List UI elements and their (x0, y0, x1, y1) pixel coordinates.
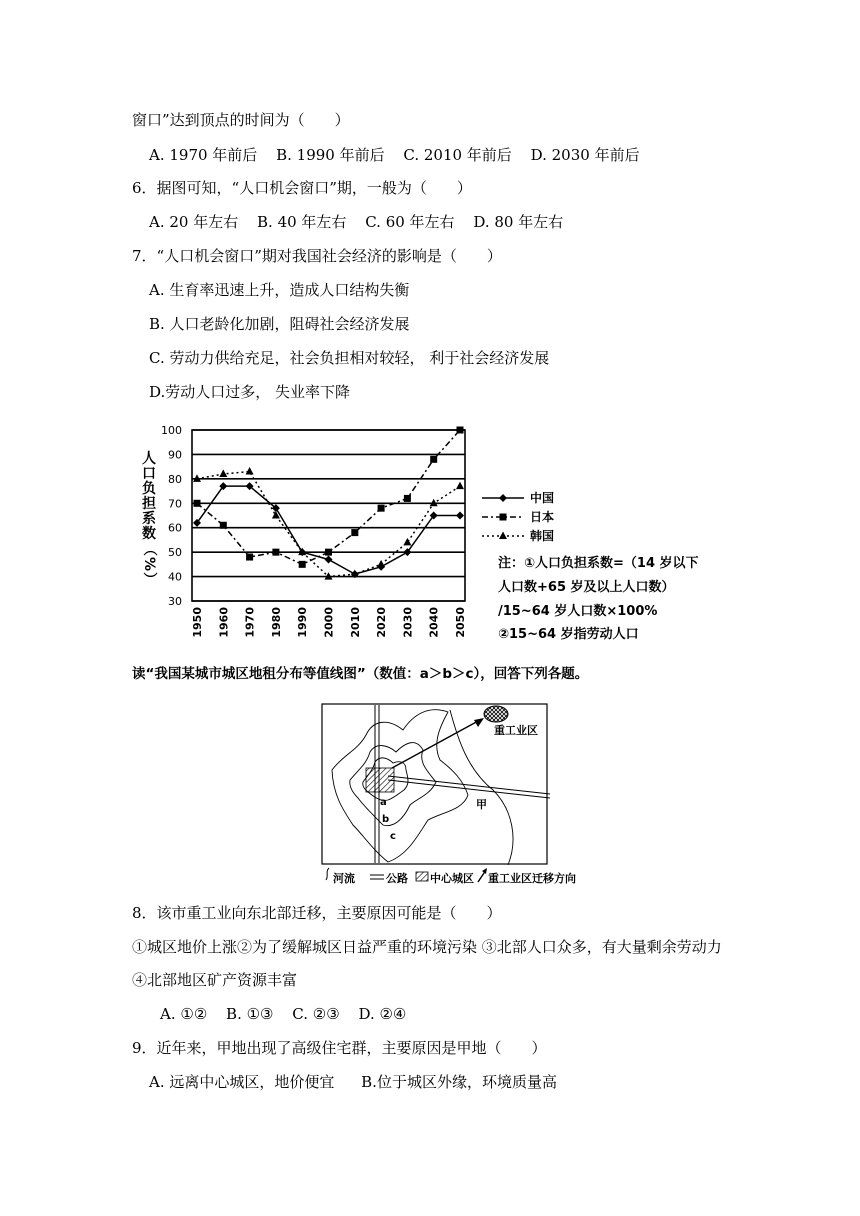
rent-contour-map (318, 700, 576, 890)
y-axis-label-char: ） (141, 572, 157, 586)
chart-y-ticks (161, 424, 182, 608)
q6-option-d: D. 80 年左右 (473, 213, 564, 231)
series-0-point (325, 555, 333, 563)
chart-y-label (141, 451, 157, 586)
q6-options (149, 212, 577, 232)
y-axis-label-char: 系 (142, 511, 156, 527)
legend-center: 中心城区 (430, 872, 474, 885)
series-1-point (325, 549, 332, 556)
y-tick-label: 80 (168, 472, 182, 486)
x-tick-label: 2040 (427, 607, 441, 638)
q6-option-b: B. 40 年左右 (257, 213, 347, 231)
legend-label-1: 日本 (530, 510, 555, 524)
legend-migration: 重工业区迁移方向 (488, 872, 576, 885)
q5-option-b: B. 1990 年前后 (276, 146, 385, 164)
center-icon (416, 872, 428, 881)
y-axis-label-char: 口 (142, 466, 156, 482)
heavy-industry-zone (484, 706, 508, 722)
series-0-point (456, 512, 464, 520)
center-district (366, 768, 394, 792)
y-tick-label: 60 (168, 521, 182, 535)
q8-items-line1: ①城区地价上涨②为了缓解城区日益严重的环境污染 ③北部人口众多，有大量剩余劳动力 (132, 938, 722, 956)
chart-note-3: /15~64 岁人口数×100% (498, 604, 658, 619)
map-legend (326, 868, 576, 885)
q7-option-c: C. 劳动力供给充足，社会负担相对较轻， 利于社会经济发展 (149, 349, 550, 367)
q7-option-a: A. 生育率迅速上升，造成人口结构失衡 (149, 281, 410, 299)
y-tick-label: 90 (168, 448, 182, 462)
y-axis-label-char: 担 (142, 496, 156, 512)
series-2-point (246, 467, 254, 475)
x-tick-label: 2030 (401, 607, 415, 638)
legend-label-0: 中国 (530, 491, 555, 505)
x-tick-label: 1990 (296, 607, 310, 638)
label-b: b (382, 814, 390, 825)
q8-stem: 8．该市重工业向东北部迁移，主要原因可能是（ ） (132, 904, 502, 922)
y-axis-label-char: 人 (142, 451, 156, 467)
chart-note-1: 注：①人口负担系数=（14 岁以下 (498, 556, 699, 571)
x-tick-label: 1960 (217, 607, 231, 638)
q9-options (149, 1072, 571, 1092)
series-2-point (219, 469, 227, 477)
q5-option-d: D. 2030 年前后 (530, 146, 640, 164)
q7-option-b: B. 人口老龄化加剧，阻碍社会经济发展 (149, 315, 410, 333)
series-2-point (377, 560, 385, 568)
q5-option-c: C. 2010 年前后 (403, 146, 512, 164)
x-tick-label: 2000 (322, 607, 336, 638)
q8-option-c: C. ②③ (292, 1005, 340, 1023)
legend-marker-2 (499, 532, 507, 540)
series-1-point (194, 500, 201, 507)
series-1-point (430, 456, 437, 463)
y-tick-label: 40 (168, 570, 182, 584)
x-tick-label: 2010 (348, 607, 362, 638)
legend-road: 公路 (386, 872, 408, 885)
legend-marker-1 (500, 514, 507, 521)
chart-legend (482, 490, 554, 543)
q5-option-a: A. 1970 年前后 (149, 146, 258, 164)
series-2-point (456, 482, 464, 490)
series-1-point (378, 505, 385, 512)
x-tick-label: 1950 (191, 607, 204, 638)
q6-stem: 6．据图可知，“人口机会窗口”期，一般为（ ） (132, 179, 472, 197)
river-icon (326, 868, 329, 880)
series-1-point (246, 554, 253, 561)
label-industry: 重工业区 (494, 724, 538, 737)
chart-note-2: 人口数+65 岁及以上人口数） (498, 580, 675, 595)
q8-options (160, 1004, 420, 1024)
q9-option-b: B.位于城区外缘，环境质量高 (361, 1073, 557, 1091)
q5-options (149, 145, 654, 165)
y-tick-label: 50 (168, 546, 182, 560)
q7-option-d: D.劳动人口过多， 失业率下降 (149, 383, 351, 401)
y-axis-label-char: （ (141, 542, 157, 556)
x-tick-label: 2020 (375, 607, 389, 638)
legend-river: 河流 (333, 872, 355, 885)
y-axis-label-char: % (141, 556, 157, 572)
q6-option-a: A. 20 年左右 (149, 213, 239, 231)
x-tick-label: 1980 (269, 607, 283, 638)
q6-option-c: C. 60 年左右 (365, 213, 455, 231)
y-tick-label: 70 (168, 497, 182, 511)
y-tick-label: 30 (168, 595, 182, 608)
q8-option-d: D. ②④ (358, 1005, 407, 1023)
x-tick-label: 1970 (243, 607, 257, 638)
y-axis-label-char: 数 (142, 526, 156, 542)
q9-option-a: A. 远离中心城区，地价便宜 (149, 1073, 335, 1091)
label-a: a (380, 797, 387, 808)
y-axis-label-char: 负 (142, 481, 156, 497)
q8-option-a: A. ①② (160, 1005, 208, 1023)
series-1-point (457, 427, 464, 434)
series-1-point (351, 529, 358, 536)
legend-label-2: 韩国 (530, 529, 555, 543)
q5-stem-continuation: 窗口”达到顶点的时间为（ ） (132, 111, 350, 129)
map-intro: 读“我国某城市城区地租分布等值线图”（数值：a＞b＞c），回答下列各题。 (132, 666, 589, 682)
chart-x-ticks (191, 607, 467, 638)
series-2-point (403, 538, 411, 546)
legend-marker-0 (499, 494, 507, 502)
y-tick-label: 100 (161, 424, 182, 437)
q7-stem: 7．“人口机会窗口”期对我国社会经济的影响是（ ） (132, 247, 502, 265)
q9-stem: 9．近年来，甲地出现了高级住宅群，主要原因是甲地（ ） (132, 1039, 547, 1057)
x-tick-label: 2050 (454, 607, 467, 638)
label-jia: 甲 (476, 798, 487, 811)
series-1-point (220, 522, 227, 529)
q8-items-line2: ④北部地区矿产资源丰富 (132, 971, 298, 989)
q8-option-b: B. ①③ (226, 1005, 274, 1023)
series-line-1 (197, 430, 460, 564)
series-1-point (272, 549, 279, 556)
chart-note-4: ②15~64 岁指劳动人口 (498, 627, 639, 642)
series-1-point (299, 561, 306, 568)
label-c: c (390, 831, 396, 842)
series-1-point (404, 495, 411, 502)
